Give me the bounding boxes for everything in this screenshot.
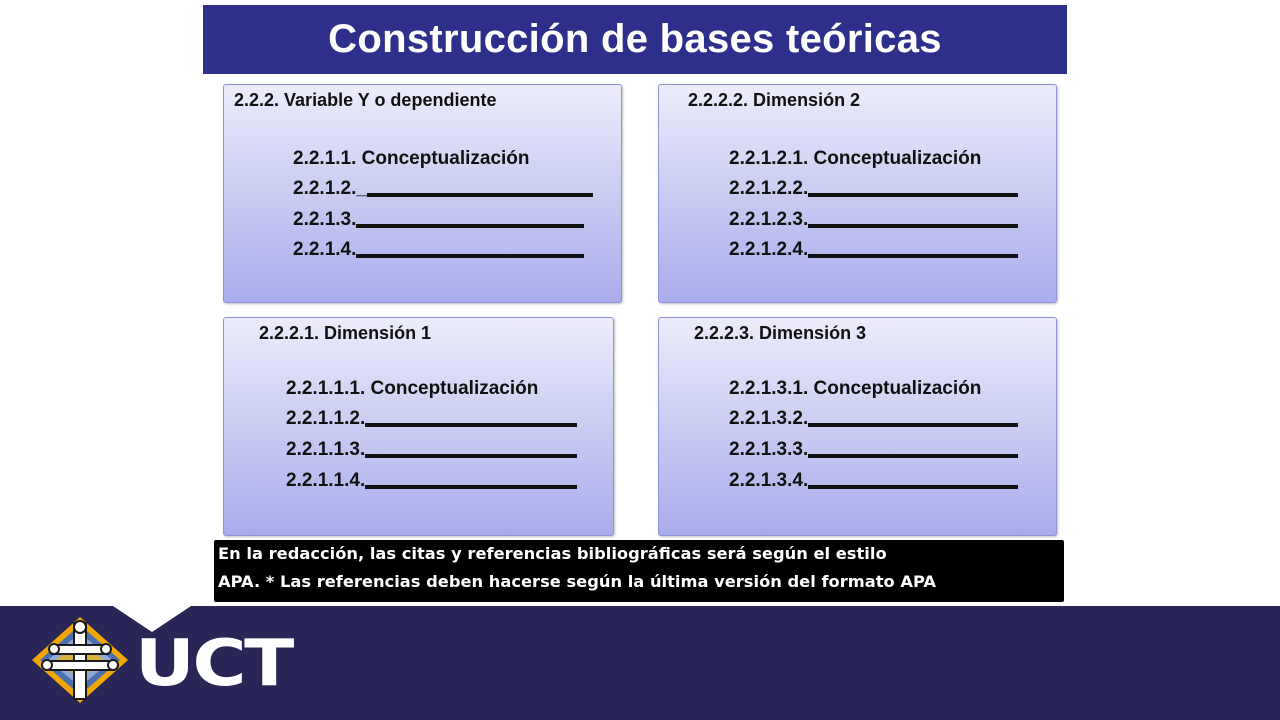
dimension-3-item [729,439,1018,461]
dimension-3-box [658,317,1057,536]
dimension-1-item-label: 2.2.1.1.3. [286,439,366,460]
uct-logo-text: UCT [135,627,293,701]
blank-line [356,224,584,228]
dimension-3-item [729,378,981,400]
blank-line [356,254,584,258]
dimension-2-item [729,239,1018,261]
dimension-2-item-label: 2.2.1.2.1. Conceptualización [729,148,982,169]
variable-y-box [223,84,622,303]
variable-y-item [293,148,530,170]
variable-y-item-label: 2.2.1.3. [293,209,357,230]
variable-y-item [293,209,584,231]
dimension-1-item-label: 2.2.1.1.2. [286,408,366,429]
dimension-2-item-label: 2.2.1.2.3. [729,209,809,230]
blank-line [365,485,577,489]
dimension-1-item [286,408,577,430]
apa-note [214,540,1064,602]
dimension-3-item [729,470,1018,492]
dimension-2-item-label: 2.2.1.2.2. [729,178,809,199]
dimension-3-item-label: 2.2.1.3.4. [729,470,809,491]
variable-y-item [293,178,593,200]
dimension-2-item-label: 2.2.1.2.4. [729,239,809,260]
apa-note-line-2: APA. * Las referencias deben hacerse según la última versión del formato APA [218,572,936,591]
dimension-2-box [658,84,1057,303]
blank-line [808,254,1018,258]
cross-emblem-icon [28,615,132,705]
dimension-3-item-label: 2.2.1.3.2. [729,408,809,429]
variable-y-item-label: 2.2.1.4. [293,239,357,260]
dimension-1-box [223,317,614,536]
dimension-3-item-label: 2.2.1.3.1. Conceptualización [729,378,982,399]
blank-line [808,224,1018,228]
blank-line [808,193,1018,197]
variable-y-item-label: 2.2.1.2._ [293,178,367,199]
variable-y-item [293,239,584,261]
dimension-2-heading: 2.2.2.2. Dimensión 2 [688,90,861,110]
blank-line [808,423,1018,427]
dimension-1-heading: 2.2.2.1. Dimensión 1 [259,323,432,343]
variable-y-heading: 2.2.2. Variable Y o dependiente [234,90,497,110]
dimension-1-item [286,439,577,461]
dimension-3-item-label: 2.2.1.3.3. [729,439,809,460]
blank-line [367,193,593,197]
dimension-1-item-label: 2.2.1.1.4. [286,470,366,491]
blank-line [808,454,1018,458]
apa-note-line-1: En la redacción, las citas y referencias bibliográficas será según el estilo [218,544,887,563]
slide-title: Construcción de bases teóricas [203,5,1067,74]
variable-y-item-label: 2.2.1.1. Conceptualización [293,148,530,169]
dimension-2-item [729,209,1018,231]
dimension-1-item [286,470,577,492]
blank-line [365,423,577,427]
blank-line [808,485,1018,489]
dimension-2-item [729,148,981,170]
blank-line [365,454,577,458]
dimension-3-item [729,408,1018,430]
dimension-1-item-label: 2.2.1.1.1. Conceptualización [286,378,539,399]
dimension-1-item [286,378,538,400]
dimension-2-item [729,178,1018,200]
dimension-3-heading: 2.2.2.3. Dimensión 3 [694,323,867,343]
